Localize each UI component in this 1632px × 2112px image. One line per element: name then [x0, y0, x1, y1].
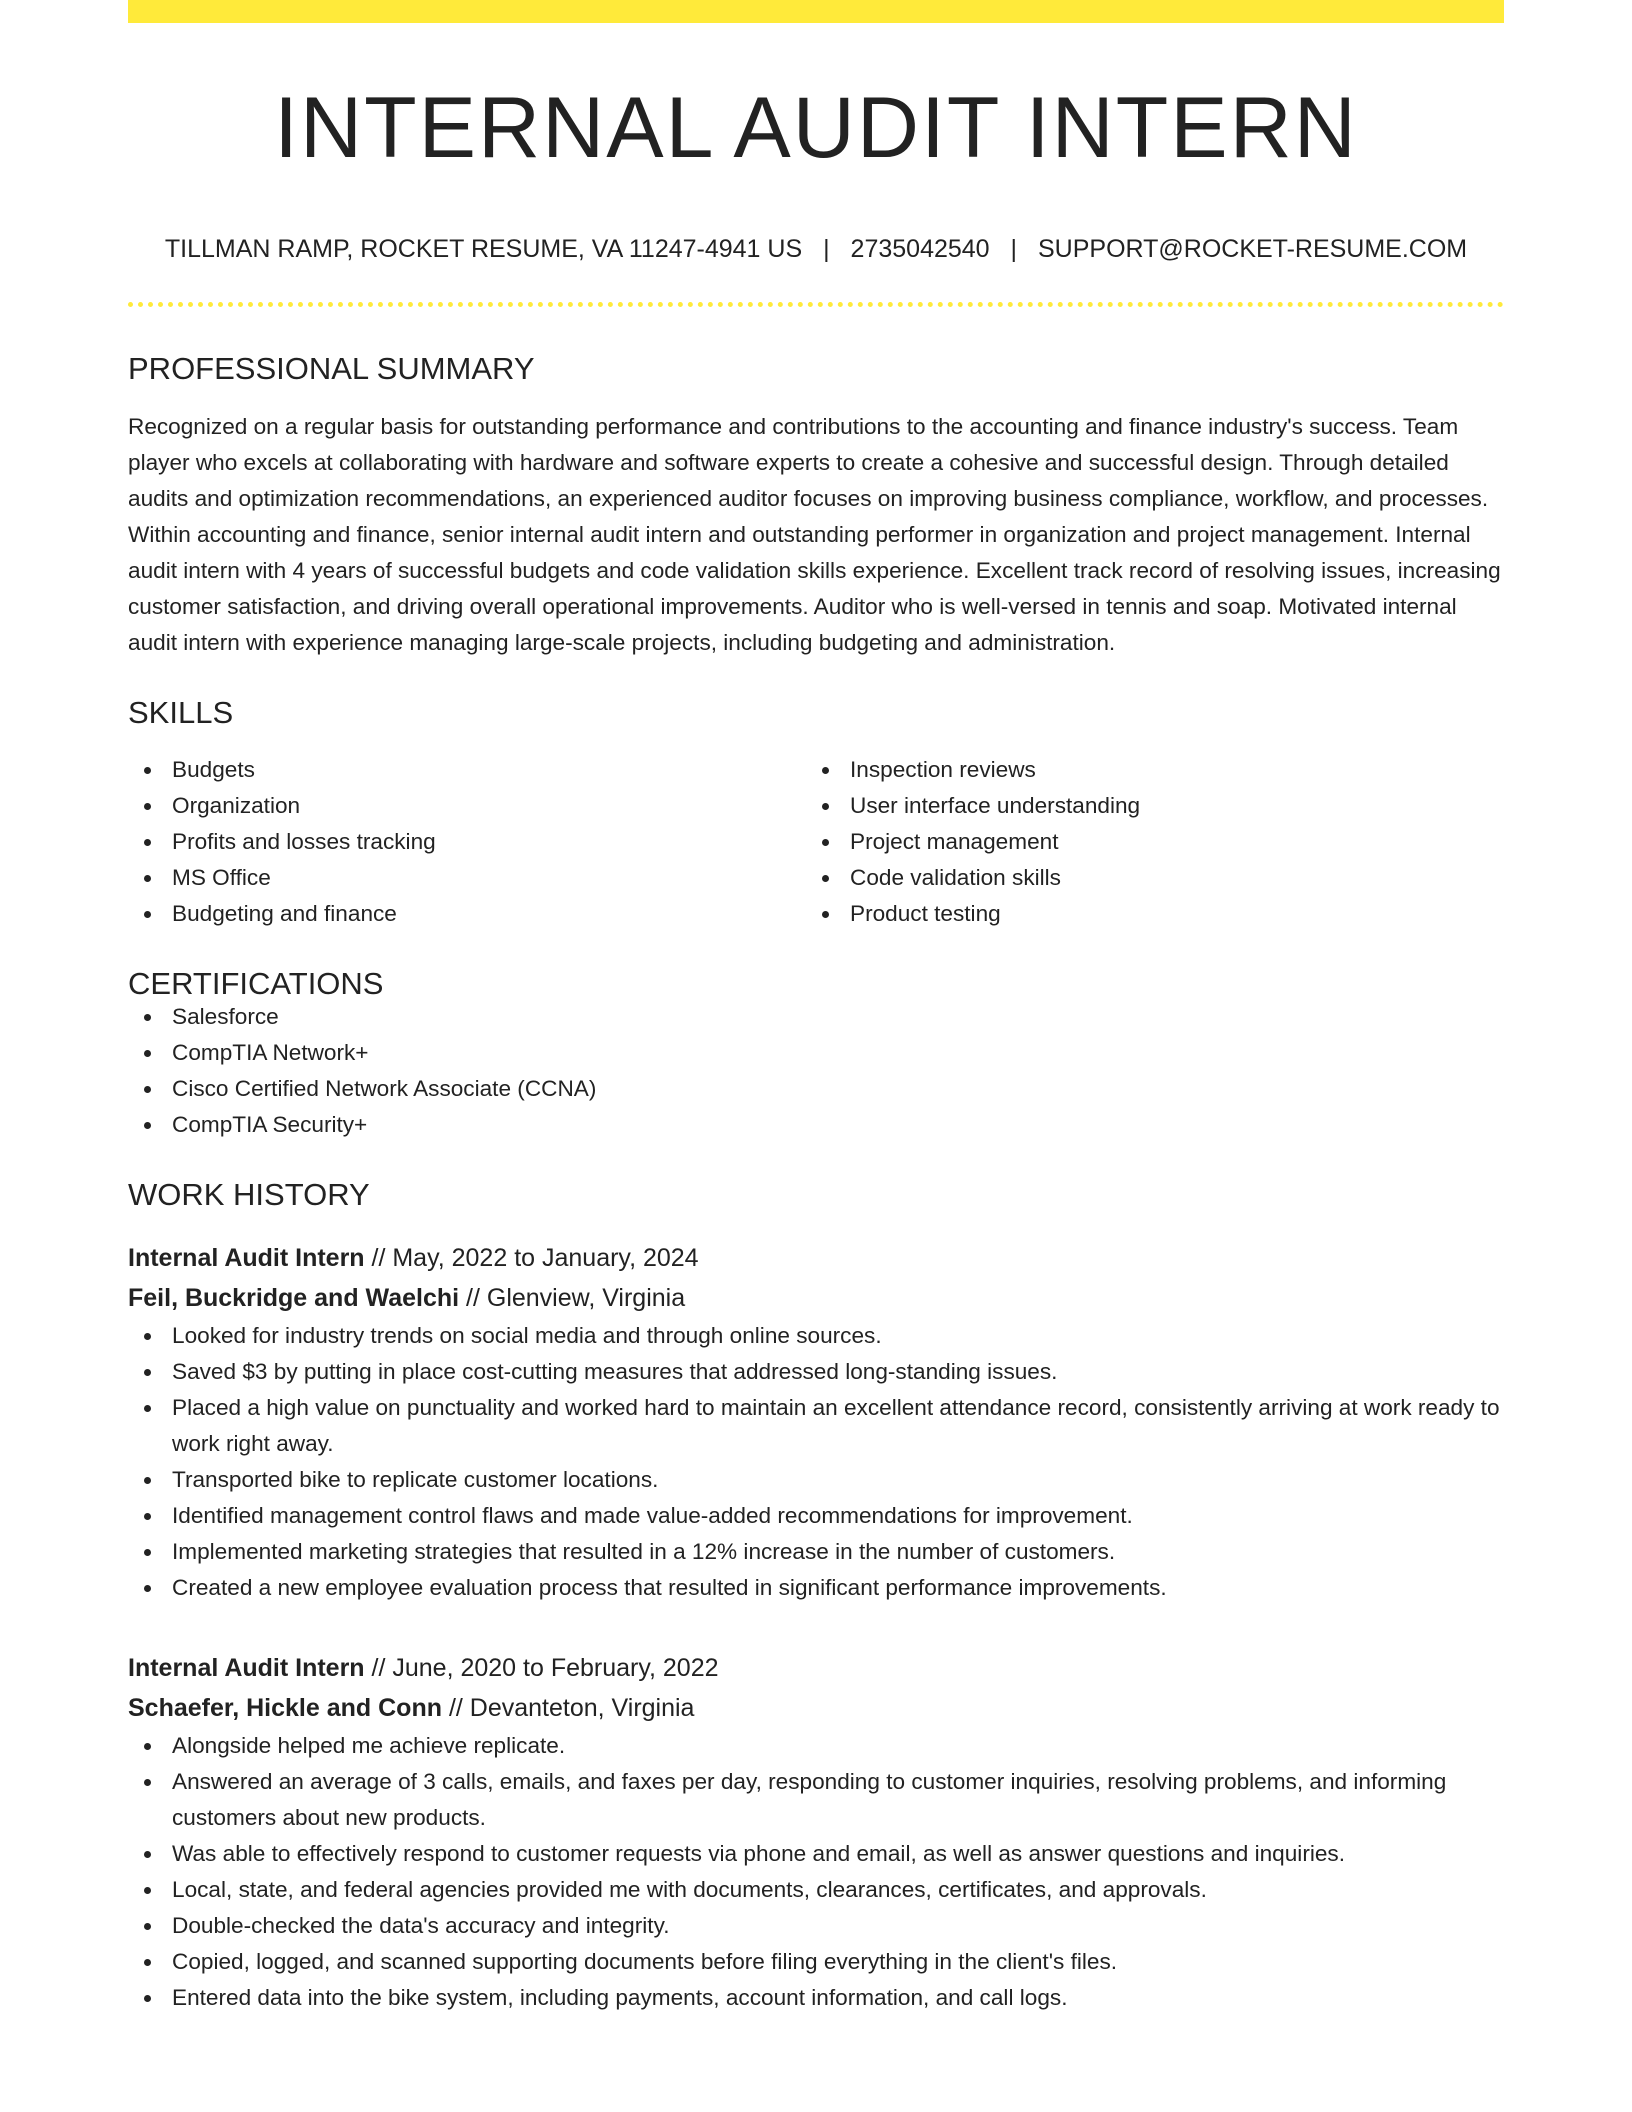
job-bullet: Local, state, and federal agencies provided me with documents, clearances, certificates, and approvals. [128, 1872, 1504, 1908]
resume-page [128, 0, 1504, 2016]
certifications-heading: CERTIFICATIONS [128, 966, 384, 1001]
job-bullet: Transported bike to replicate customer locations. [128, 1462, 1504, 1498]
job-bullet: Placed a high value on punctuality and worked hard to maintain an excellent attendance record, consistently arriving at work ready to work right away. [128, 1390, 1504, 1462]
certification-item: Cisco Certified Network Associate (CCNA) [128, 1071, 1504, 1107]
contact-separator: | [1010, 235, 1018, 263]
job-company: Feil, Buckridge and Waelchi [128, 1284, 460, 1312]
job-bullet: Implemented marketing strategies that resulted in a 12% increase in the number of customers. [128, 1534, 1504, 1570]
skill-item: Inspection reviews [806, 752, 1484, 788]
skill-item: Profits and losses tracking [128, 824, 806, 860]
job-company-line [128, 1278, 1504, 1318]
certification-item: Salesforce [128, 999, 1504, 1035]
job-bullet: Answered an average of 3 calls, emails, and faxes per day, responding to customer inquiries, resolving problems, and informing customers about new products. [128, 1764, 1504, 1836]
summary-heading: PROFESSIONAL SUMMARY [128, 351, 535, 386]
certification-item: CompTIA Network+ [128, 1035, 1504, 1071]
contact-separator: | [823, 235, 830, 263]
job-entry [128, 1648, 1504, 2016]
contact-line [128, 235, 1504, 264]
job-bullet: Double-checked the data's accuracy and integrity. [128, 1908, 1504, 1944]
job-company: Schaefer, Hickle and Conn [128, 1694, 442, 1722]
skill-item: Product testing [806, 896, 1484, 932]
dotted-divider [128, 302, 1504, 307]
contact-email: SUPPORT@ROCKET-RESUME.COM [1038, 235, 1468, 263]
job-bullet: Alongside helped me achieve replicate. [128, 1728, 1504, 1764]
job-bullets [128, 1728, 1504, 2016]
skill-item: Budgets [128, 752, 806, 788]
job-dates: // May, 2022 to January, 2024 [364, 1244, 699, 1272]
job-dates: // June, 2020 to February, 2022 [364, 1654, 719, 1682]
job-title: Internal Audit Intern [128, 1654, 365, 1682]
job-location: // Devanteton, Virginia [442, 1694, 695, 1722]
job-title-line [128, 1238, 1504, 1278]
skill-item: MS Office [128, 860, 806, 896]
skills-column-right [806, 752, 1484, 932]
skill-item: Code validation skills [806, 860, 1484, 896]
skills-list-right [806, 752, 1484, 932]
certification-item: CompTIA Security+ [128, 1107, 1504, 1143]
job-bullet: Was able to effectively respond to customer requests via phone and email, as well as answer questions and inquiries. [128, 1836, 1504, 1872]
job-title: Internal Audit Intern [128, 1244, 365, 1272]
job-bullet: Identified management control flaws and made value-added recommendations for improvement. [128, 1498, 1504, 1534]
skills-column-left [128, 752, 806, 932]
summary-text: Recognized on a regular basis for outstanding performance and contributions to the accounting and finance industry's success. Team player who excels at collaborating with hardware and software experts to create a cohesive and successful design. Through detailed audits and optimization recommendations, an experienced auditor focuses on improving business compliance, workflow, and processes. Within accounting and finance, senior internal audit intern and outstanding performer in organization and project management. Internal audit intern with 4 years of successful budgets and code validation skills experience. Excellent track record of resolving issues, increasing customer satisfaction, and driving overall operational improvements. Auditor who is well-versed in tennis and soap. Motivated internal audit intern with experience managing large-scale projects, including budgeting and administration. [128, 414, 1501, 655]
contact-phone: 2735042540 [850, 235, 990, 263]
skills-grid [128, 752, 1504, 932]
skill-item: Project management [806, 824, 1484, 860]
skills-list-left [128, 752, 806, 932]
skill-item: Organization [128, 788, 806, 824]
job-entry [128, 1238, 1504, 1606]
work-history-heading: WORK HISTORY [128, 1177, 370, 1212]
skills-heading: SKILLS [128, 695, 234, 730]
contact-address: TILLMAN RAMP, ROCKET RESUME, VA 11247-4941 US [164, 235, 803, 263]
job-bullet: Created a new employee evaluation process that resulted in significant performance improvements. [128, 1570, 1504, 1606]
job-bullets [128, 1318, 1504, 1606]
skill-item: Budgeting and finance [128, 896, 806, 932]
job-bullet: Entered data into the bike system, including payments, account information, and call logs. [128, 1980, 1504, 2016]
job-company-line [128, 1688, 1504, 1728]
skill-item: User interface understanding [806, 788, 1484, 824]
job-bullet: Looked for industry trends on social media and through online sources. [128, 1318, 1504, 1354]
job-bullet: Copied, logged, and scanned supporting documents before filing everything in the client's files. [128, 1944, 1504, 1980]
resume-title: INTERNAL AUDIT INTERN [274, 80, 1358, 176]
job-location: // Glenview, Virginia [459, 1284, 686, 1312]
accent-bar [128, 0, 1504, 23]
job-bullet: Saved $3 by putting in place cost-cutting measures that addressed long-standing issues. [128, 1354, 1504, 1390]
certifications-list [128, 999, 1504, 1143]
job-title-line [128, 1648, 1504, 1688]
